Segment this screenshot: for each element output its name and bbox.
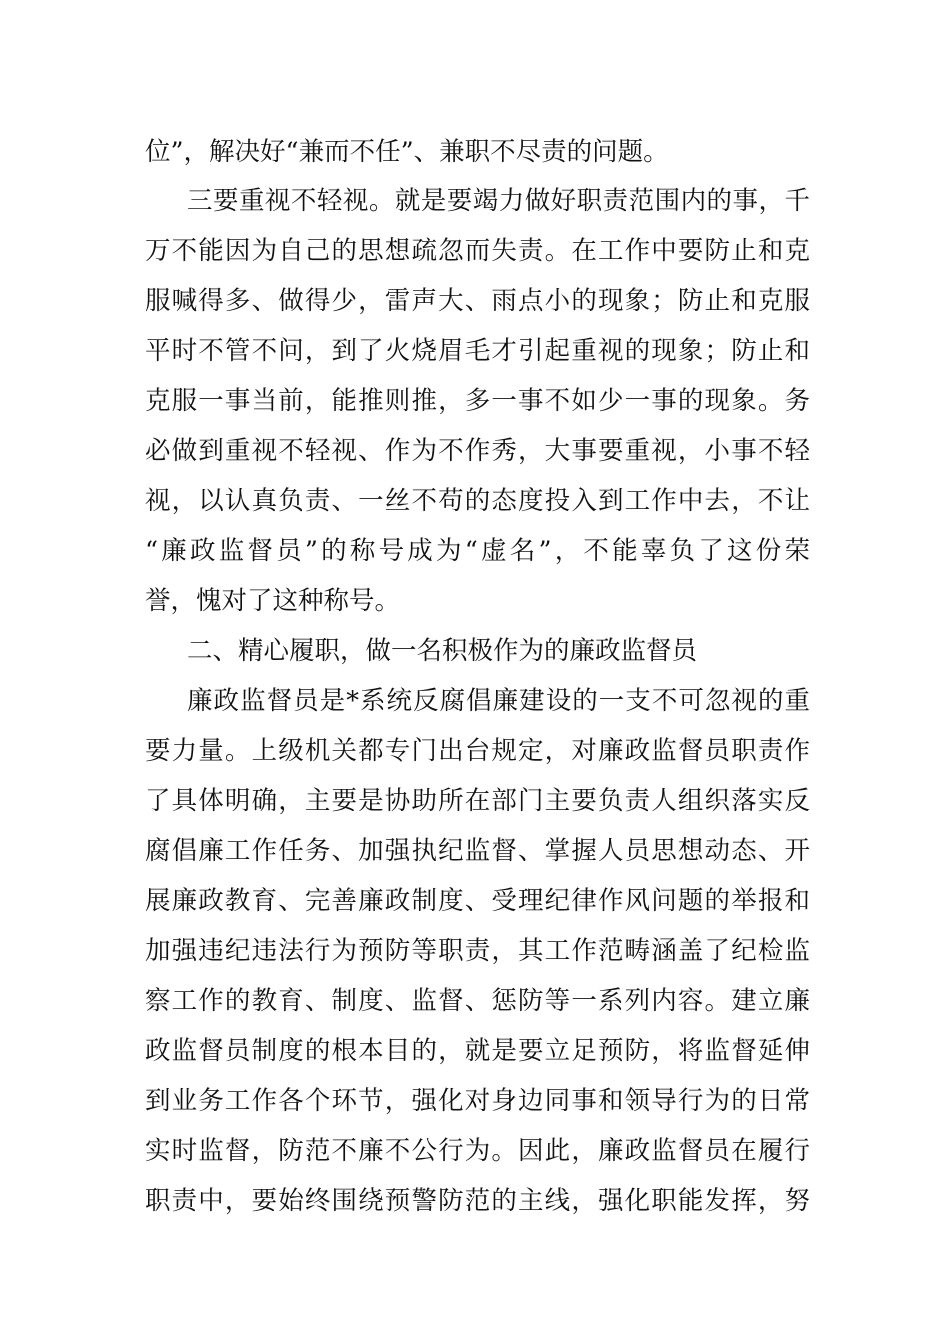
text-line: 三要重视不轻视。就是要竭力做好职责范围内的事，千 [187,186,810,216]
text-line: 察工作的教育、制度、监督、惩防等一系列内容。建立廉 [145,986,810,1016]
text-line: 誉，愧对了这种称号。 [145,586,401,616]
text-line: 加强违纪违法行为预防等职责，其工作范畴涵盖了纪检监 [145,936,810,966]
text-line: 展廉政教育、完善廉政制度、受理纪律作风问题的举报和 [145,886,810,916]
text-line: 要力量。上级机关都专门出台规定，对廉政监督员职责作 [145,736,810,766]
text-line: 位”，解决好“兼而不任”、兼职不尽责的问题。 [145,137,669,167]
text-line: 必做到重视不轻视、作为不作秀，大事要重视，小事不轻 [145,436,810,466]
text-line: 视，以认真负责、一丝不苟的态度投入到工作中去，不让 [145,486,810,516]
text-line: 了具体明确，主要是协助所在部门主要负责人组织落实反 [145,786,810,816]
text-line: 职责中，要始终围绕预警防范的主线，强化职能发挥，努 [145,1186,810,1216]
text-line: 平时不管不问，到了火烧眉毛才引起重视的现象；防止和 [145,336,810,366]
text-line: 腐倡廉工作任务、加强执纪监督、掌握人员思想动态、开 [145,836,810,866]
text-line: 到业务工作各个环节，强化对身边同事和领导行为的日常 [145,1086,810,1116]
text-line: 克服一事当前，能推则推，多一事不如少一事的现象。务 [145,386,810,416]
section-heading: 二、精心履职，做一名积极作为的廉政监督员 [187,636,698,666]
text-line: 万不能因为自己的思想疏忽而失责。在工作中要防止和克 [145,236,810,266]
text-line: 政监督员制度的根本目的，就是要立足预防，将监督延伸 [145,1036,810,1066]
text-line: 廉政监督员是*系统反腐倡廉建设的一支不可忽视的重 [187,686,810,716]
text-line: 服喊得多、做得少，雷声大、雨点小的现象；防止和克服 [145,286,810,316]
text-line: 实时监督，防范不廉不公行为。因此，廉政监督员在履行 [145,1136,810,1166]
text-line: “廉政监督员”的称号成为“虚名”，不能辜负了这份荣 [145,536,810,566]
